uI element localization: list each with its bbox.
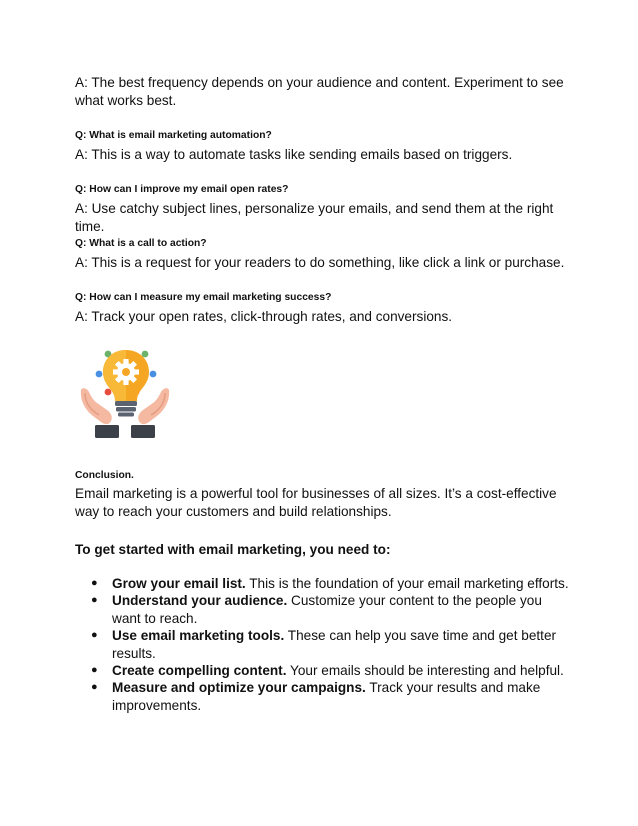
list-item [75,679,570,714]
left-cuff-icon [95,425,119,438]
list-item [75,592,570,627]
steps-list [75,575,570,714]
list-item [75,575,570,592]
faq-question-open-rates: Q: How can I improve my email open rates? [75,184,289,195]
conclusion-paragraph: Email marketing is a powerful tool for businesses of all sizes. It’s a cost-effective way to reach your customers and build relationships. [75,486,557,519]
step-title: Create compelling content. [112,663,287,679]
faq-answer-call-to-action: A: This is a request for your readers to do something, like click a link or purchase. [75,255,565,270]
faq-question-measure-success: Q: How can I measure my email marketing success? [75,292,332,303]
conclusion-heading: Conclusion. [75,470,134,481]
faq-question-automation: Q: What is email marketing automation? [75,130,272,141]
faq-answer-frequency: A: The best frequency depends on your audience and content. Experiment to see what works best. [75,75,564,108]
step-text: This is the foundation of your email marketing efforts. [245,576,569,591]
right-cuff-icon [131,425,155,438]
blue-dot-icon [96,371,103,378]
step-title: Understand your audience. [112,593,288,609]
bullet-icon: ● [91,664,98,677]
lightbulb-gear-hands-icon [75,347,175,443]
gear-icon [113,359,139,385]
step-title: Use email marketing tools. [112,628,285,644]
red-dot-icon [105,389,112,396]
list-item [75,662,570,679]
getting-started-heading: To get started with email marketing, you need to: [75,542,391,557]
faq-answer-measure-success: A: Track your open rates, click-through rates, and conversions. [75,309,453,324]
step-title: Grow your email list. [112,576,246,591]
step-text: These can help you save time and get better results. [112,628,557,661]
faq-answer-open-rates: A: Use catchy subject lines, personalize your emails, and send them at the right time. [75,201,554,234]
bullet-icon: ● [91,629,98,642]
list-item [75,627,570,662]
step-text: Track your results and make improvements. [112,680,541,713]
bullet-icon: ● [91,594,98,607]
bullet-icon: ● [91,681,98,694]
step-title: Measure and optimize your campaigns. [112,680,366,696]
bullet-icon: ● [91,577,98,589]
faq-answer-automation: A: This is a way to automate tasks like sending emails based on triggers. [75,147,513,162]
faq-question-call-to-action: Q: What is a call to action? [75,238,207,249]
blue-dot-icon [150,371,157,378]
step-text: Your emails should be interesting and helpful. [286,663,564,679]
step-text: Customize your content to the people you want to reach. [112,593,542,626]
